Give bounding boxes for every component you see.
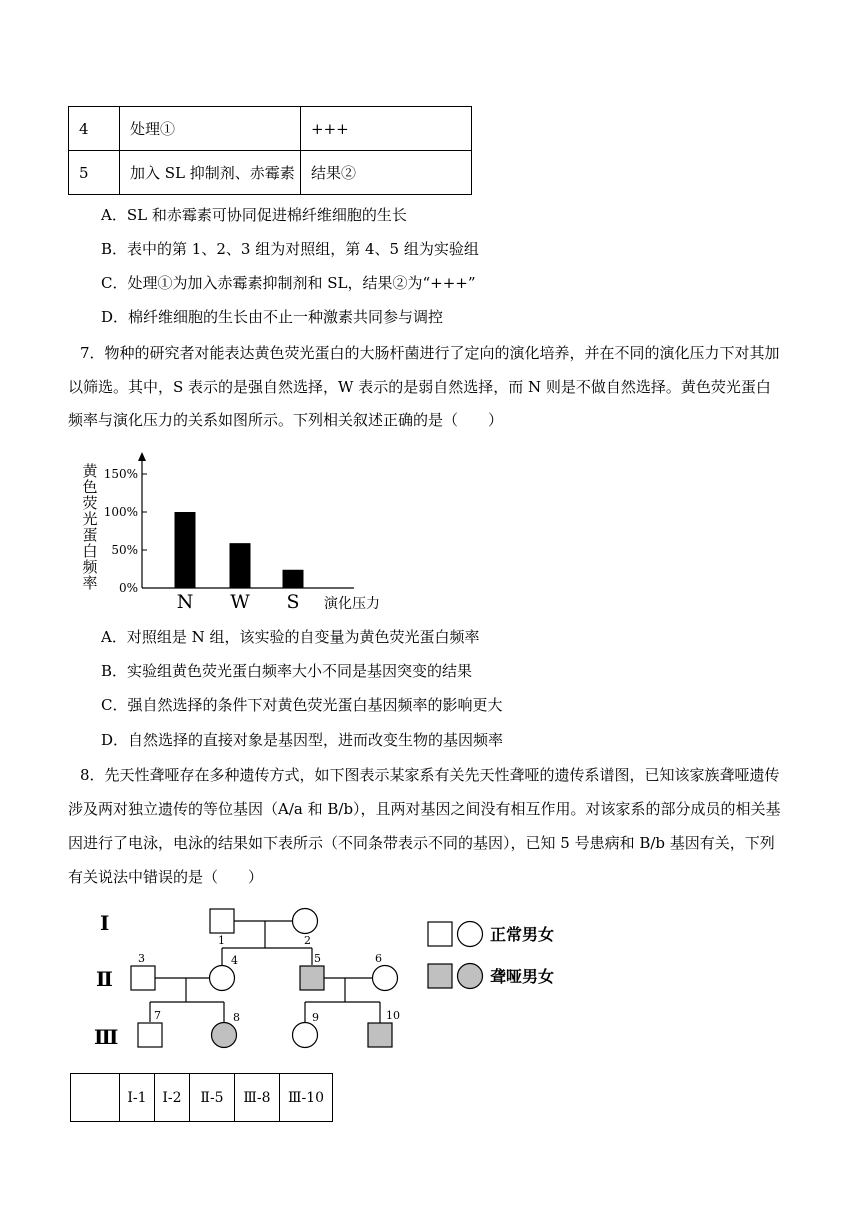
- x-categories: [177, 591, 300, 613]
- x-category-label: S: [286, 591, 300, 613]
- table-header-cell: Ⅲ-8: [235, 1074, 280, 1122]
- q6-option-d: D．棉纤维细胞的生长由不止一种激素共同参与调控: [101, 308, 444, 326]
- individual-number: 10: [386, 1009, 400, 1022]
- table-header-cell: Ⅱ-5: [190, 1074, 235, 1122]
- bar-S: [283, 570, 304, 588]
- y-axis-label-char: 蛋: [82, 526, 98, 544]
- male-affected: [368, 1023, 392, 1047]
- q7-option-b: B．实验组黄色荧光蛋白频率大小不同是基因突变的结果: [101, 662, 473, 680]
- q7-option-d: D．自然选择的直接对象是基因型，进而改变生物的基因频率: [101, 731, 504, 749]
- bar-W: [230, 543, 251, 588]
- individual-number: 2: [304, 934, 311, 947]
- q8-stem-line: 有关说法中错误的是（ ）: [68, 868, 264, 886]
- bar-chart: [68, 450, 408, 620]
- table-cell: 5: [69, 151, 120, 195]
- generation-label: Ⅲ: [94, 1025, 119, 1049]
- table-cell: 加入 SL 抑制剂、赤霉素: [120, 151, 301, 195]
- legend-female-affected: [458, 964, 483, 989]
- q6-option-a: A．SL 和赤霉素可协同促进棉纤维细胞的生长: [101, 206, 407, 224]
- female-normal: [373, 966, 398, 991]
- generation-label: I: [100, 911, 110, 935]
- q8-stem-line: 涉及两对独立遗传的等位基因（A/a 和 B/b），且两对基因之间没有相互作用。对该家系的部分成员的相关基: [68, 800, 781, 818]
- individual-number: 4: [231, 954, 238, 967]
- individual-number: 1: [218, 934, 225, 947]
- table-header-cell: Ⅲ-10: [280, 1074, 333, 1122]
- pedigree-chart: [90, 898, 590, 1058]
- y-ticks: [104, 467, 147, 595]
- y-tick-label: 0%: [118, 581, 138, 595]
- legend-male-normal: [428, 922, 452, 946]
- table-row: [71, 1074, 333, 1122]
- individual-number: 6: [375, 952, 382, 965]
- y-axis-arrow: [138, 452, 146, 461]
- individual-number: 8: [233, 1011, 240, 1024]
- table-header-cell: I-2: [155, 1074, 190, 1122]
- q7-option-c: C．强自然选择的条件下对黄色荧光蛋白基因频率的影响更大: [101, 696, 503, 714]
- x-category-label: W: [230, 591, 250, 613]
- y-axis-label-char: 黄: [82, 462, 98, 480]
- x-category-label: N: [176, 591, 194, 613]
- table-header-cell: [71, 1074, 120, 1122]
- y-axis-label-char: 色: [82, 478, 98, 496]
- table-header-cell: I-1: [120, 1074, 155, 1122]
- table-cell: 结果②: [301, 151, 472, 195]
- table-row: [69, 151, 472, 195]
- y-axis-label-char: 荧: [82, 494, 98, 512]
- female-normal: [293, 1023, 318, 1048]
- table-cell: +++: [301, 107, 472, 151]
- individual-number: 3: [138, 952, 145, 965]
- female-affected: [212, 1023, 237, 1048]
- q6-option-c: C．处理①为加入赤霉素抑制剂和 SL，结果②为“+++”: [101, 274, 476, 292]
- table-cell: 处理①: [120, 107, 301, 151]
- y-tick-label: 100%: [103, 505, 138, 519]
- y-axis-label-char: 频: [82, 558, 98, 576]
- q6-option-b: B．表中的第 1、2、3 组为对照组，第 4、5 组为实验组: [101, 240, 479, 258]
- individual-number: 5: [314, 952, 321, 965]
- individual-number: 7: [154, 1009, 161, 1022]
- y-tick-label: 50%: [111, 543, 138, 557]
- x-axis-label: 演化压力: [324, 596, 380, 612]
- q7-stem-line: 7．物种的研究者对能表达黄色荧光蛋白的大肠杆菌进行了定向的演化培养，并在不同的演化压力下对其加: [80, 344, 780, 362]
- y-axis-label-char: 白: [82, 542, 98, 560]
- male-affected: [300, 966, 324, 990]
- legend-female-normal: [458, 922, 483, 947]
- q7-option-a: A．对照组是 N 组，该实验的自变量为黄色荧光蛋白频率: [101, 628, 480, 646]
- table-row: [69, 107, 472, 151]
- legend-affected-label: 聋哑男女: [490, 967, 555, 986]
- bars: [175, 512, 304, 588]
- bar-N: [175, 512, 196, 588]
- table-cell: 4: [69, 107, 120, 151]
- q7-stem-line: 以筛选。其中，S 表示的是强自然选择，W 表示的是弱自然选择，而 N 则是不做自然选择。黄色荧光蛋白: [68, 378, 771, 396]
- treatment-table: [68, 106, 472, 195]
- y-axis-label-char: 率: [82, 574, 98, 592]
- legend-normal-label: 正常男女: [490, 925, 555, 944]
- male-normal: [210, 909, 234, 933]
- male-normal: [131, 966, 155, 990]
- female-normal: [210, 966, 235, 991]
- female-normal: [293, 909, 318, 934]
- y-tick-label: 150%: [103, 467, 138, 481]
- y-axis-label: [82, 462, 98, 592]
- individual-number: 9: [312, 1011, 319, 1024]
- q7-stem-line: 频率与演化压力的关系如图所示。下列相关叙述正确的是（ ）: [68, 411, 504, 429]
- y-axis-label-char: 光: [82, 510, 98, 528]
- generation-label: Ⅱ: [96, 967, 113, 991]
- electrophoresis-table: [70, 1073, 333, 1122]
- legend-male-affected: [428, 964, 452, 988]
- q8-stem-line: 因进行了电泳，电泳的结果如下表所示（不同条带表示不同的基因），已知 5 号患病和 B/b 基因有关，下列: [68, 834, 775, 852]
- q8-stem-line: 8．先天性聋哑存在多种遗传方式，如下图表示某家系有关先天性聋哑的遗传系谱图，已知该家族聋哑遗传: [80, 766, 780, 784]
- male-normal: [138, 1023, 162, 1047]
